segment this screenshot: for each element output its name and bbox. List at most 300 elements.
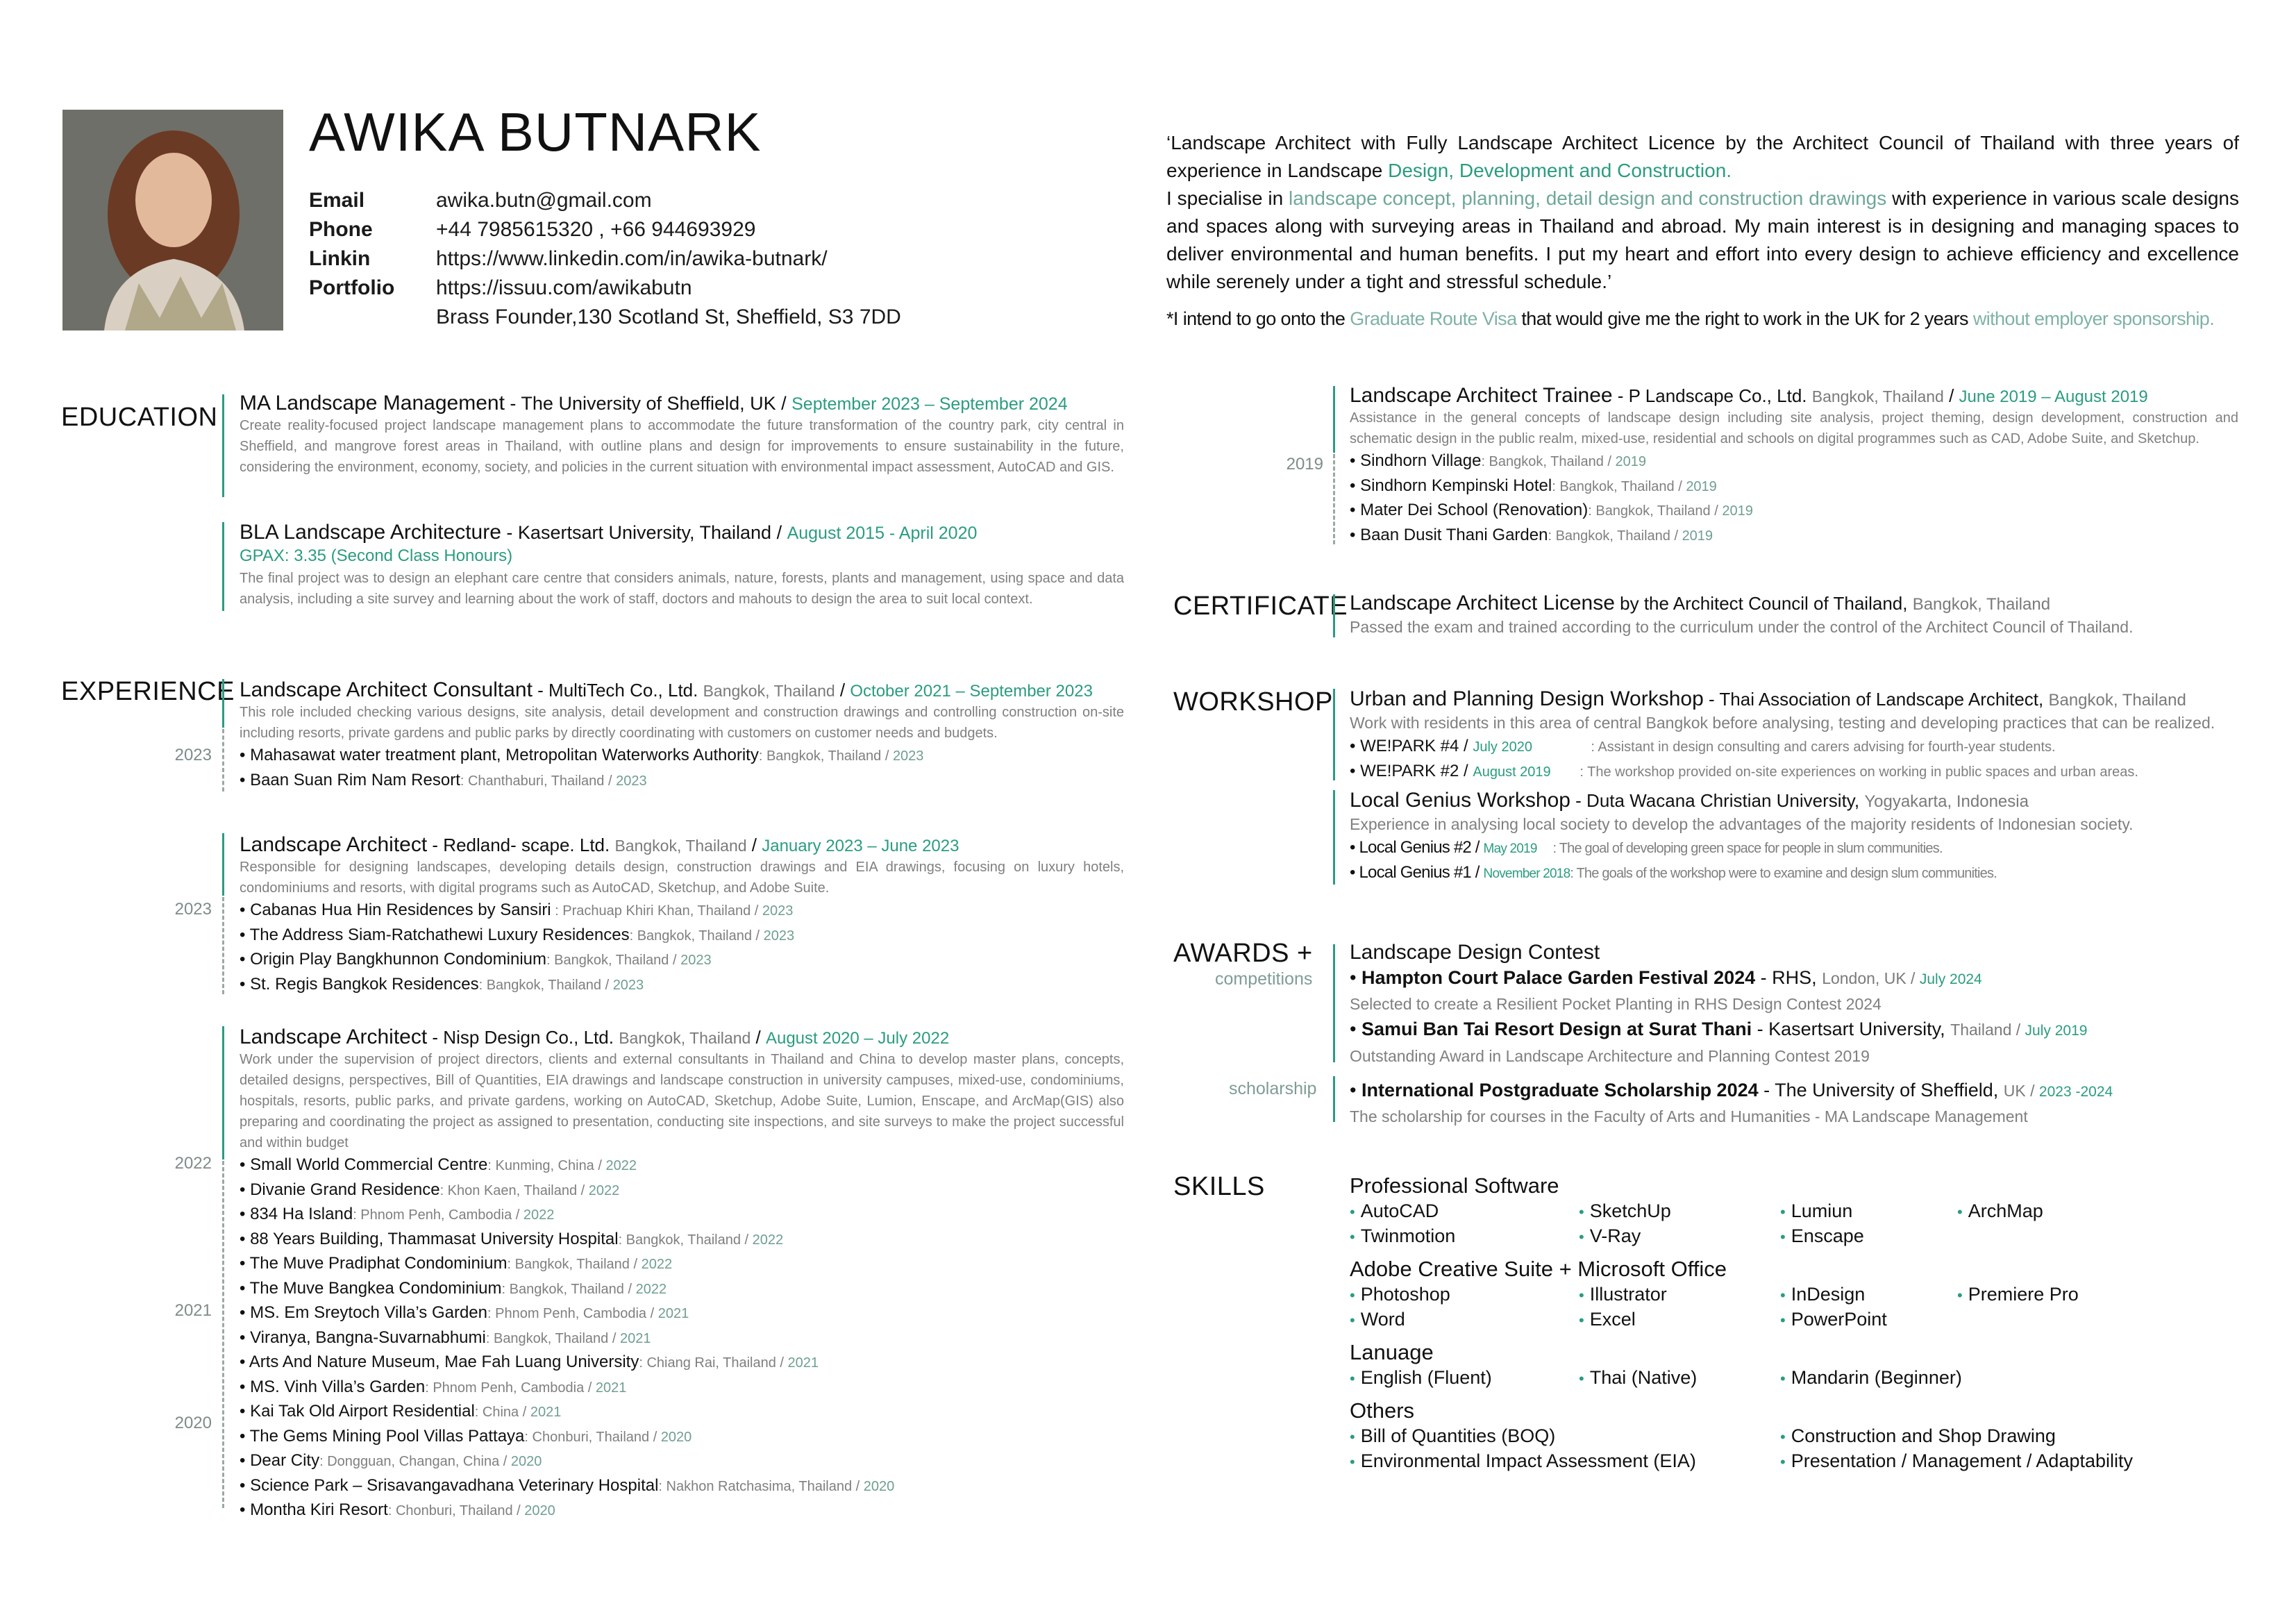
timeline-dashed xyxy=(1333,454,1335,544)
job-nisp xyxy=(240,1026,1124,1523)
skill-label: Enscape xyxy=(1791,1225,1864,1246)
project-year: 2022 xyxy=(641,1257,673,1272)
workshop-description: Work with residents in this area of central Bangkok before analysing, testing and developing practices that can be realized. xyxy=(1350,714,2215,732)
job-title-row: Landscape Architect - Nisp Design Co., Ltd. Bangkok, Thailand / August 2020 – July 2022 xyxy=(240,1026,950,1048)
summary-highlight: landscape concept, planning, detail design and construction drawings xyxy=(1289,187,1887,209)
project-name: MS. Em Sreytoch Villa’s Garden xyxy=(250,1303,487,1322)
contact-address-row xyxy=(309,303,901,332)
degree-date: September 2023 – September 2024 xyxy=(791,394,1068,414)
timeline-year: 2019 xyxy=(1286,455,1323,474)
project-item: • Montha Kiri Resort: Chonburi, Thailand / 2020 xyxy=(240,1500,555,1519)
bullet-dot-icon: • xyxy=(1579,1203,1584,1221)
project-name: Baan Dusit Thani Garden xyxy=(1360,525,1548,544)
scholarship-description: The scholarship for courses in the Faculty of Arts and Humanities - MA Landscape Management xyxy=(1350,1107,2028,1125)
timeline-year: 2022 xyxy=(174,1154,212,1173)
workshop-item-note: : The goal of developing green space for people in slum communities. xyxy=(1552,841,1943,856)
skill-item xyxy=(1579,1282,1667,1308)
workshop-location: Yogyakarta, Indonesia xyxy=(1864,792,2029,811)
certificate-entry xyxy=(1350,592,2238,639)
project-item: • Science Park – Srisavangavadhana Veterinary Hospital: Nakhon Ratchasima, Thailand / 2020 xyxy=(240,1475,895,1495)
project-location: : Nakhon Ratchasima, Thailand / xyxy=(658,1478,864,1494)
project-item: • Origin Play Bangkhunnon Condominium: Bangkok, Thailand / 2023 xyxy=(240,950,712,969)
degree-description: Create reality-focused project landscape management plans to accommodate the future transformation of the country park, city central in Sheffield, and mangrove forest areas in Thailand, with outline plans and design for improvements to ensure sustainability in the future, considering the environment, economy, society, and policies in the current situation with environmental impact assessment, AutoCAD and GIS. xyxy=(240,418,1124,475)
project-year: 2020 xyxy=(660,1429,692,1445)
job-title-row: Landscape Architect - Redland- scape. Ltd. Bangkok, Thailand / January 2023 – June 2023 xyxy=(240,833,960,856)
job-title-row: Landscape Architect Consultant - MultiTech Co., Ltd. Bangkok, Thailand / October 2021 – September 2023 xyxy=(240,678,1093,701)
skill-label: Bill of Quantities (BOQ) xyxy=(1360,1425,1556,1446)
phone-text: +44 7985615320 , +66 944693929 xyxy=(436,218,756,241)
skill-group-title: Others xyxy=(1350,1398,1415,1423)
project-item: • 834 Ha Island: Phnom Penh, Cambodia / 2022 xyxy=(240,1205,555,1223)
job-description: Work under the supervision of project directors, clients and external consultants in Thailand and China to develop master plans, concepts, detailed designs, perspectives, Bill of Quantities, EIA drawings and landscape construction in university campuses, mixed-use, condominiums, hospitals, resorts, public parks, and private gardens, working on AutoCAD, Sketchup, Adobe Suite, Lumion, Enscape, and ArcMap(GIS) also preparing and coordinating the project as assigned to presentation, conducting site inspections, and site surveys to make the project successful and within budget xyxy=(240,1052,1124,1150)
contact-email-row xyxy=(309,186,901,215)
project-location: : Bangkok, Thailand / xyxy=(1548,528,1682,544)
award-name: Samui Ban Tai Resort Design at Surat Thani xyxy=(1361,1019,1752,1039)
workshop-local-genius xyxy=(1350,789,2238,885)
awards-sub-scholarship: scholarship xyxy=(1229,1079,1317,1098)
skill-label: SketchUp xyxy=(1589,1200,1671,1221)
certificate-title: Landscape Architect License xyxy=(1350,592,1615,614)
portrait-image xyxy=(62,110,283,330)
project-year: 2020 xyxy=(524,1503,555,1518)
project-item: • Arts And Nature Museum, Mae Fah Luang University: Chiang Rai, Thailand / 2021 xyxy=(240,1353,819,1371)
degree-title: BLA Landscape Architecture xyxy=(240,521,501,544)
project-location: : China / xyxy=(474,1405,530,1420)
skill-group-title: Professional Software xyxy=(1350,1173,1559,1198)
project-year: 2019 xyxy=(1682,528,1713,544)
contact-phone-row xyxy=(309,215,901,244)
skill-item xyxy=(1780,1223,1864,1250)
skill-item xyxy=(1780,1448,2133,1475)
project-name: The Gems Mining Pool Villas Pattaya xyxy=(249,1426,525,1446)
job-description: Responsible for designing landscapes, developing details design, construction drawings and EIA drawings, focusing on luxury hotels, condominiums and resorts, with digital programs such as AutoCAD, Sketchup, and Adobe Suite. xyxy=(240,860,1124,896)
award-org: - RHS, xyxy=(1755,967,1822,988)
project-item: • 88 Years Building, Thammasat University Hospital: Bangkok, Thailand / 2022 xyxy=(240,1229,784,1248)
project-year: 2020 xyxy=(510,1454,542,1469)
linkedin-link[interactable]: https://www.linkedin.com/in/awika-butnark/ xyxy=(436,247,828,270)
project-year: 2021 xyxy=(530,1405,562,1420)
award-item: • Samui Ban Tai Resort Design at Surat Thani - Kasertsart University, Thailand / July 2019 xyxy=(1350,1019,2088,1039)
timeline-line xyxy=(1333,790,1335,885)
job-location: Bangkok, Thailand xyxy=(703,682,835,700)
skill-item xyxy=(1957,1282,2079,1308)
section-heading-awards: AWARDS + xyxy=(1173,939,1313,968)
skill-item xyxy=(1350,1223,1455,1250)
section-heading-skills: SKILLS xyxy=(1173,1172,1265,1201)
awards-title: Landscape Design Contest xyxy=(1350,941,1600,964)
project-year: 2022 xyxy=(752,1232,784,1248)
contact-label: Linkin xyxy=(309,247,371,270)
bullet-dot-icon: • xyxy=(1780,1370,1786,1387)
skill-group-title: Adobe Creative Suite + Microsoft Office xyxy=(1350,1257,1727,1281)
timeline-line xyxy=(222,522,224,611)
skill-item xyxy=(1780,1423,2056,1450)
skills-block xyxy=(1350,1173,2238,1473)
timeline-line xyxy=(222,679,224,728)
project-year: 2019 xyxy=(1615,454,1647,469)
project-name: The Muve Bangkea Condominium xyxy=(249,1278,502,1298)
timeline-line xyxy=(1333,944,1335,1062)
skill-item xyxy=(1780,1307,1887,1333)
workshop-item-note: : The workshop provided on-site experiences on working in public spaces and urban areas. xyxy=(1579,764,2138,780)
timeline-line xyxy=(1333,689,1335,780)
timeline-line xyxy=(1333,594,1335,637)
skill-label: AutoCAD xyxy=(1360,1200,1439,1221)
project-location: : Bangkok, Thailand / xyxy=(478,977,613,993)
skill-item xyxy=(1780,1282,1865,1308)
project-year: 2023 xyxy=(892,748,924,764)
project-year: 2021 xyxy=(657,1306,689,1321)
degree-date: August 2015 - April 2020 xyxy=(787,524,978,543)
project-location: : Bangkok, Thailand / xyxy=(1552,478,1686,494)
bullet-dot-icon: • xyxy=(1350,1428,1355,1446)
project-name: Mahasawat water treatment plant, Metropolitan Waterworks Authority xyxy=(250,746,759,764)
project-year: 2022 xyxy=(605,1158,637,1173)
workshop-description: Experience in analysing local society to develop the advantages of the majority residents of Indonesian society. xyxy=(1350,815,2134,833)
section-heading-education: EDUCATION xyxy=(61,403,218,432)
project-name: Mater Dei School (Renovation) xyxy=(1360,501,1589,519)
project-name: MS. Vinh Villa’s Garden xyxy=(250,1377,426,1396)
project-year: 2022 xyxy=(635,1281,667,1297)
workshop-item-name: WE!PARK #2 / xyxy=(1360,761,1473,780)
project-item: • MS. Vinh Villa’s Garden: Phnom Penh, Cambodia / 2021 xyxy=(240,1377,627,1396)
job-redlandscape xyxy=(240,833,1124,997)
timeline-year: 2023 xyxy=(174,900,212,919)
scholarship-location: UK / xyxy=(2003,1082,2039,1100)
project-item: • The Muve Bangkea Condominium: Bangkok, Thailand / 2022 xyxy=(240,1278,667,1298)
certificate-location: Bangkok, Thailand xyxy=(1912,595,2051,614)
workshop-item: • WE!PARK #4 / July 2020 : Assistant in design consulting and carers advising for fourth-year students. xyxy=(1350,735,2238,760)
skill-item xyxy=(1579,1223,1641,1250)
certificate-issuer: by the Architect Council of Thailand, xyxy=(1614,593,1913,614)
section-heading-workshop: WORKSHOP xyxy=(1173,687,1333,717)
skill-item xyxy=(1579,1365,1697,1391)
degree-title-row xyxy=(240,521,1124,544)
bullet-dot-icon: • xyxy=(1780,1203,1786,1221)
skill-item xyxy=(1780,1198,1852,1225)
workshop-item-date: July 2020 xyxy=(1473,739,1532,755)
skill-item xyxy=(1350,1423,1555,1450)
workshop-title-row xyxy=(1350,687,2238,711)
skill-label: PowerPoint xyxy=(1791,1309,1887,1330)
section-heading-certificate: CERTIFICATE xyxy=(1173,592,1348,621)
degree-description: The final project was to design an elephant care centre that considers animals, nature, forests, plants and management, using space and data analysis, including a site survey and learning about the work of staff, doctors and mahouts to design the area to suit local context. xyxy=(240,571,1124,607)
workshop-item: • WE!PARK #2 / August 2019 : The workshop provided on-site experiences on working in public spaces and urban areas. xyxy=(1350,760,2238,785)
workshop-item-name: WE!PARK #4 / xyxy=(1360,737,1473,755)
project-name: Small World Commercial Centre xyxy=(250,1155,488,1174)
project-name: Sindhorn Village xyxy=(1360,451,1482,470)
project-name: Baan Suan Rim Nam Resort xyxy=(250,770,460,789)
project-name: 88 Years Building, Thammasat University Hospital xyxy=(250,1229,619,1248)
project-location: : Bangkok, Thailand / xyxy=(758,748,893,764)
timeline-line xyxy=(1333,1076,1335,1122)
project-name: The Address Siam-Ratchathewi Luxury Residences xyxy=(249,925,630,944)
award-description: Outstanding Award in Landscape Architecture and Planning Contest 2019 xyxy=(1350,1047,1870,1065)
visa-highlight: Graduate Route Visa xyxy=(1350,308,1517,329)
project-location: : Bangkok, Thailand / xyxy=(1481,454,1616,469)
skill-label: Mandarin (Beginner) xyxy=(1791,1367,1962,1388)
timeline-dashed xyxy=(222,729,224,792)
skill-label: Presentation / Management / Adaptability xyxy=(1791,1450,2134,1471)
summary-text: I specialise in xyxy=(1166,187,1289,209)
skill-grid xyxy=(1350,1198,2238,1248)
workshop-title: Urban and Planning Design Workshop xyxy=(1350,687,1704,710)
project-name: The Muve Pradiphat Condominium xyxy=(249,1254,508,1273)
workshop-item: • Local Genius #2 / May 2019 : The goal of developing green space for people in slum communities. xyxy=(1350,836,2238,861)
project-item: • Baan Suan Rim Nam Resort: Chanthaburi, Thailand / 2023 xyxy=(240,770,647,789)
profile-summary xyxy=(1166,129,2239,296)
contact-portfolio-row xyxy=(309,274,901,303)
project-item: • Mahasawat water treatment plant, Metropolitan Waterworks Authority: Bangkok, Thailand / 2023 xyxy=(240,746,924,764)
project-item: • Sindhorn Kempinski Hotel: Bangkok, Thailand / 2019 xyxy=(1350,476,1717,495)
scholarship-org: - The University of Sheffield, xyxy=(1758,1080,2004,1100)
project-name: Dear City xyxy=(250,1451,320,1470)
project-item: • The Muve Pradiphat Condominium: Bangkok, Thailand / 2022 xyxy=(240,1254,673,1273)
bullet-dot-icon: • xyxy=(1350,1312,1355,1329)
portfolio-link[interactable]: https://issuu.com/awikabutn xyxy=(436,276,692,299)
bullet-dot-icon: • xyxy=(1579,1228,1584,1246)
project-year: 2023 xyxy=(612,977,644,993)
project-location: : Chiang Rai, Thailand / xyxy=(639,1355,788,1371)
timeline-year: 2023 xyxy=(174,746,212,764)
visa-highlight: without employer sponsorship. xyxy=(1972,308,2215,329)
award-location: London, UK / xyxy=(1822,969,1920,987)
skill-item xyxy=(1579,1198,1671,1225)
workshop-item-date: November 2018 xyxy=(1483,866,1570,881)
degree-title-row xyxy=(240,392,1124,415)
workshop-item-date: May 2019 xyxy=(1483,842,1537,856)
skill-item xyxy=(1350,1307,1405,1333)
skill-item xyxy=(1579,1307,1636,1333)
skill-label: Lumiun xyxy=(1791,1200,1853,1221)
skill-item xyxy=(1350,1282,1450,1308)
skill-grid xyxy=(1350,1365,2238,1390)
project-item: • Cabanas Hua Hin Residences by Sansiri : Prachuap Khiri Khan, Thailand / 2023 xyxy=(240,901,794,919)
workshop-item-name: Local Genius #2 / xyxy=(1359,838,1484,857)
summary-highlight: Design, Development and Construction. xyxy=(1388,160,1732,181)
scholarship-name: International Postgraduate Scholarship 2024 xyxy=(1361,1080,1759,1100)
skill-label: Excel xyxy=(1589,1309,1636,1330)
bullet-dot-icon: • xyxy=(1957,1287,1963,1304)
project-location: : Khon Kaen, Thailand / xyxy=(439,1182,589,1198)
project-item: • MS. Em Sreytoch Villa’s Garden: Phnom Penh, Cambodia / 2021 xyxy=(240,1303,689,1322)
skill-label: Premiere Pro xyxy=(1968,1284,2079,1305)
job-date: January 2023 – June 2023 xyxy=(762,837,960,855)
scholarship-item: • International Postgraduate Scholarship 2024 - The University of Sheffield, UK / 2023 -2024 xyxy=(1350,1080,2113,1100)
address-text: Brass Founder,130 Scotland St, Sheffield, S3 7DD xyxy=(436,305,901,328)
timeline-line xyxy=(1333,386,1335,453)
project-name: Kai Tak Old Airport Residential xyxy=(250,1402,475,1421)
bullet-dot-icon: • xyxy=(1780,1287,1786,1304)
project-item: • Viranya, Bangna-Suvarnabhumi: Bangkok, Thailand / 2021 xyxy=(240,1328,651,1347)
project-name: Science Park – Srisavangavadhana Veterinary Hospital xyxy=(250,1475,659,1495)
skill-group-title: Lanuage xyxy=(1350,1340,1434,1364)
timeline-line xyxy=(222,833,224,896)
award-item: • Hampton Court Palace Garden Festival 2024 - RHS, London, UK / July 2024 xyxy=(1350,967,1982,988)
job-title: Landscape Architect Consultant xyxy=(240,678,533,701)
project-item: • The Gems Mining Pool Villas Pattaya: Chonburi, Thailand / 2020 xyxy=(240,1426,692,1446)
visa-text: *I intend to go onto the xyxy=(1166,308,1350,329)
award-org: - Kasertsart University, xyxy=(1752,1019,1951,1039)
workshop-item: • Local Genius #1 / November 2018: The goals of the workshop were to examine and design slum communities. xyxy=(1350,862,1997,882)
job-plandscape xyxy=(1350,384,2238,548)
project-year: 2020 xyxy=(863,1478,895,1494)
project-year: 2019 xyxy=(1722,503,1753,519)
email-link[interactable]: awika.butn@gmail.com xyxy=(436,189,652,212)
skill-label: Illustrator xyxy=(1589,1284,1667,1305)
bullet-dot-icon: • xyxy=(1780,1428,1786,1446)
project-item: • Sindhorn Village: Bangkok, Thailand / 2019 xyxy=(1350,451,1647,470)
timeline-dashed xyxy=(222,897,224,994)
project-item: • Kai Tak Old Airport Residential: China / 2021 xyxy=(240,1402,562,1421)
job-date: June 2019 – August 2019 xyxy=(1959,387,2148,406)
project-location: : Bangkok, Thailand / xyxy=(507,1257,642,1272)
job-description: This role included checking various designs, site analysis, detail development and construction drawings and controlling construction on-site including resorts, private gardens and public parks by directly coordinating with customers on customer needs and budgets. xyxy=(240,705,1124,741)
skill-item xyxy=(1350,1365,1492,1391)
workshop-organizer: - Thai Association of Landscape Architect, xyxy=(1703,689,2049,710)
project-year: 2023 xyxy=(616,773,647,789)
awards-entries xyxy=(1350,941,2238,1128)
project-name: Sindhorn Kempinski Hotel xyxy=(1360,476,1552,495)
bullet-dot-icon: • xyxy=(1579,1287,1584,1304)
award-date: July 2019 xyxy=(2025,1023,2088,1039)
project-year: 2021 xyxy=(787,1355,819,1371)
skill-item xyxy=(1350,1198,1439,1225)
certificate-title-row xyxy=(1350,592,2238,615)
skill-item xyxy=(1350,1448,1696,1475)
project-year: 2022 xyxy=(523,1207,555,1223)
workshop-item-date: August 2019 xyxy=(1473,764,1551,780)
job-location: Bangkok, Thailand xyxy=(1811,387,1944,405)
timeline-dashed xyxy=(222,1161,224,1508)
project-name: Montha Kiri Resort xyxy=(250,1500,388,1519)
bullet-dot-icon: • xyxy=(1579,1370,1584,1387)
job-title-row: Landscape Architect Trainee - P Landscape Co., Ltd. Bangkok, Thailand / June 2019 – August 2019 xyxy=(1350,384,2148,407)
job-multitech xyxy=(240,678,1124,793)
timeline-year: 2021 xyxy=(174,1301,212,1320)
bullet-dot-icon: • xyxy=(1780,1312,1786,1329)
project-location: : Bangkok, Thailand / xyxy=(1588,503,1723,519)
project-location: : Chonburi, Thailand / xyxy=(387,1503,525,1518)
project-name: Arts And Nature Museum, Mae Fah Luang University xyxy=(249,1353,639,1371)
project-name: Origin Play Bangkhunnon Condominium xyxy=(250,950,546,969)
skill-label: Photoshop xyxy=(1360,1284,1450,1305)
contact-label: Email xyxy=(309,189,365,212)
project-location: : Bangkok, Thailand / xyxy=(546,953,681,968)
job-title: Landscape Architect Trainee xyxy=(1350,384,1613,407)
bullet-dot-icon: • xyxy=(1780,1453,1786,1471)
project-year: 2022 xyxy=(588,1182,620,1198)
project-location: : Phnom Penh, Cambodia / xyxy=(487,1306,658,1321)
workshop-title-row xyxy=(1350,789,2238,812)
skill-label: V-Ray xyxy=(1589,1225,1641,1246)
skill-grid xyxy=(1350,1282,2238,1332)
job-date: October 2021 – September 2023 xyxy=(850,682,1093,701)
project-location: : Phnom Penh, Cambodia / xyxy=(353,1207,523,1223)
contact-label: Portfolio xyxy=(309,276,395,299)
project-location: : Bangkok, Thailand / xyxy=(618,1232,753,1248)
contact-block xyxy=(309,186,901,332)
project-location: : Bangkok, Thailand / xyxy=(629,928,764,944)
contact-linkedin-row xyxy=(309,244,901,274)
institution: - The University of Sheffield, UK / xyxy=(504,393,792,414)
project-year: 2019 xyxy=(1686,478,1717,494)
timeline-line xyxy=(222,394,224,497)
candidate-name: AWIKA BUTNARK xyxy=(309,101,762,162)
bullet-dot-icon: • xyxy=(1350,1453,1355,1471)
skill-label: Word xyxy=(1360,1309,1405,1330)
education-ma xyxy=(240,392,1124,478)
section-heading-experience: EXPERIENCE xyxy=(61,677,235,706)
workshop-item-name: Local Genius #1 / xyxy=(1359,862,1484,882)
skill-label: Construction and Shop Drawing xyxy=(1791,1425,2056,1446)
skill-item xyxy=(1780,1365,1962,1391)
bullet-dot-icon: • xyxy=(1350,1203,1355,1221)
project-location: : Prachuap Khiri Khan, Thailand / xyxy=(551,903,762,919)
contact-label: Phone xyxy=(309,218,373,241)
bullet-dot-icon: • xyxy=(1350,1287,1355,1304)
company: - P Landscape Co., Ltd. xyxy=(1612,385,1812,406)
project-item: • Mater Dei School (Renovation): Bangkok, Thailand / 2019 xyxy=(1350,501,1753,519)
institution: - Kasertsart University, Thailand / xyxy=(501,522,787,543)
project-location: : Bangkok, Thailand / xyxy=(501,1281,636,1297)
certificate-description: Passed the exam and trained according to the curriculum under the control of the Architect Council of Thailand. xyxy=(1350,618,2134,636)
education-bla xyxy=(240,521,1124,610)
skill-label: English (Fluent) xyxy=(1360,1367,1492,1388)
bullet-dot-icon: • xyxy=(1579,1312,1584,1329)
workshop-title: Local Genius Workshop xyxy=(1350,789,1570,812)
project-name: 834 Ha Island xyxy=(250,1205,353,1223)
workshop-organizer: - Duta Wacana Christian University, xyxy=(1570,790,1865,811)
project-item: • Divanie Grand Residence: Khon Kaen, Thailand / 2022 xyxy=(240,1180,620,1199)
project-item: • Dear City: Dongguan, Changan, China / 2020 xyxy=(240,1451,542,1470)
award-name: Hampton Court Palace Garden Festival 2024 xyxy=(1361,967,1756,988)
workshop-item-note: : The goals of the workshop were to examine and design slum communities. xyxy=(1570,865,1997,881)
project-item: • Small World Commercial Centre: Kunming, China / 2022 xyxy=(240,1155,637,1174)
company: - MultiTech Co., Ltd. xyxy=(532,680,703,701)
project-name: St. Regis Bangkok Residences xyxy=(250,974,479,994)
bullet-dot-icon: • xyxy=(1350,1228,1355,1246)
visa-note xyxy=(1166,308,2214,330)
project-year: 2021 xyxy=(595,1380,627,1396)
skill-grid xyxy=(1350,1423,2238,1473)
skill-label: Thai (Native) xyxy=(1589,1367,1698,1388)
bullet-dot-icon: • xyxy=(1780,1228,1786,1246)
skill-label: Environmental Impact Assessment (EIA) xyxy=(1360,1450,1696,1471)
project-item: • St. Regis Bangkok Residences: Bangkok, Thailand / 2023 xyxy=(240,974,644,994)
skill-item xyxy=(1957,1198,2043,1225)
project-year: 2023 xyxy=(762,903,794,919)
profile-photo xyxy=(62,110,283,330)
scholarship-date: 2023 -2024 xyxy=(2038,1084,2113,1100)
project-location: : Kunming, China / xyxy=(487,1158,606,1173)
project-item: • The Address Siam-Ratchathewi Luxury Residences: Bangkok, Thailand / 2023 xyxy=(240,925,795,944)
job-title: Landscape Architect xyxy=(240,1026,428,1048)
skill-label: InDesign xyxy=(1791,1284,1866,1305)
project-location: : Chanthaburi, Thailand / xyxy=(460,773,617,789)
summary-text: ‘Landscape Architect with Fully Landscape Architect Licence by the Architect Council of Thailand with three years of experience in Landscape xyxy=(1166,132,2239,181)
project-name: Divanie Grand Residence xyxy=(250,1180,440,1199)
project-location: : Phnom Penh, Cambodia / xyxy=(425,1380,596,1396)
company: - Redland- scape. Ltd. xyxy=(427,835,615,855)
bullet-dot-icon: • xyxy=(1350,1370,1355,1387)
award-date: July 2024 xyxy=(1919,971,1982,987)
skill-label: Twinmotion xyxy=(1360,1225,1456,1246)
project-year: 2023 xyxy=(680,953,712,968)
company: - Nisp Design Co., Ltd. xyxy=(427,1027,619,1048)
timeline-year: 2020 xyxy=(174,1414,212,1432)
degree-title: MA Landscape Management xyxy=(240,392,505,415)
